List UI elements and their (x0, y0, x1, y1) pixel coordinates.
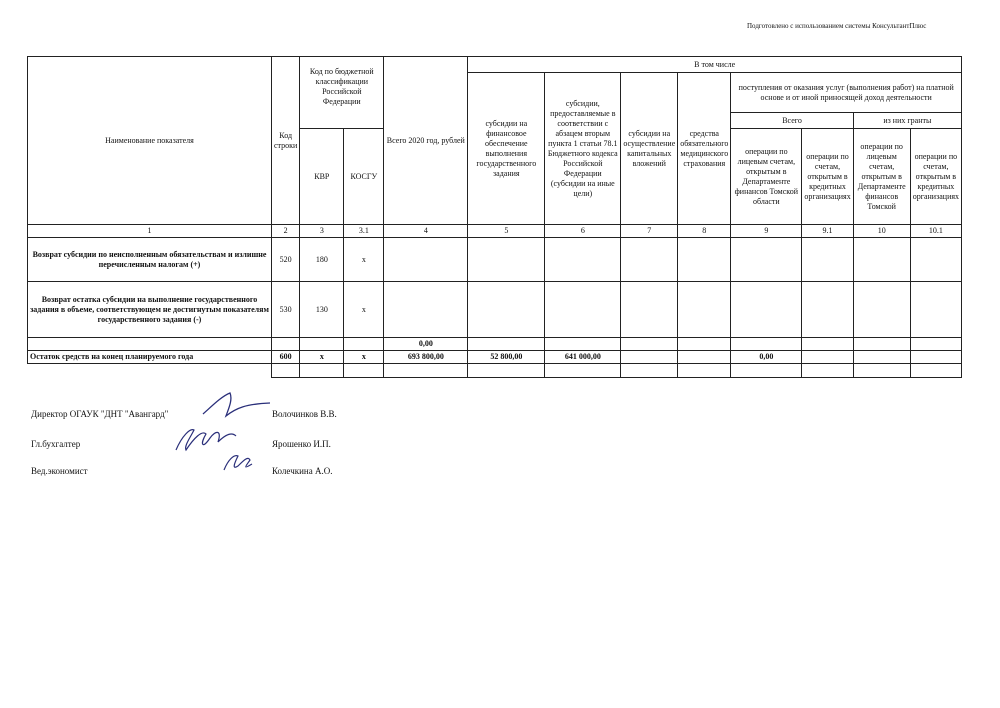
col-number: 4 (384, 225, 468, 238)
row-name: Возврат субсидии по неисполненным обязательствам и излишне перечисленным налогам (+) (28, 238, 272, 282)
row-kvr: 180 (300, 238, 344, 282)
table-row (28, 238, 962, 282)
header-total-sub: Всего (731, 113, 853, 129)
signature-name-director: Волочинков В.В. (272, 409, 337, 419)
row-kosgu: x (344, 238, 384, 282)
signature-role-accountant: Гл.бухгалтер (31, 439, 81, 449)
row-kosgu: x (344, 282, 384, 338)
row-code: 530 (272, 282, 300, 338)
header-kvr: КВР (300, 129, 344, 225)
header-oms: средства обязательного медицинского страхования (678, 73, 731, 225)
header-incl: В том числе (468, 57, 962, 73)
economist-signature-scrawl (218, 450, 258, 474)
header-paid: поступления от оказания услуг (выполнения работ) на платной основе и от иной приносящей доход деятельности (731, 73, 962, 113)
final-subsidy-task: 52 800,00 (468, 351, 545, 364)
col-number: 8 (678, 225, 731, 238)
col-number: 3 (300, 225, 344, 238)
header-subsidy-781: субсидии, предоставляемые в соответствии с абзацем вторым пункта 1 статьи 78.1 Бюджетного кодекса Российской Федерации (субсидии на иные цели) (545, 73, 621, 225)
signature-name-accountant: Ярошенко И.П. (272, 439, 331, 449)
final-row (28, 351, 962, 364)
final-ops-dept: 0,00 (731, 351, 802, 364)
signature-role-director: Директор ОГАУК "ДНТ "Авангард" (31, 409, 169, 419)
signature-name-economist: Колечкина А.О. (272, 466, 333, 476)
col-number: 3.1 (344, 225, 384, 238)
header-ops-credit: операции по счетам, открытым в кредитных организациях (802, 129, 853, 225)
header-subsidy-capital: субсидии на осуществление капитальных вложений (621, 73, 678, 225)
row-code: 520 (272, 238, 300, 282)
header-ops-credit-grants: операции по счетам, открытым в кредитных организациях (910, 129, 961, 225)
col-number: 2 (272, 225, 300, 238)
final-kvr: x (300, 351, 344, 364)
col-number: 1 (28, 225, 272, 238)
header-ops-dept: операции по лицевым счетам, открытым в Департаменте финансов Томской области (731, 129, 802, 225)
table-row (28, 282, 962, 338)
header-kosgu: КОСГУ (344, 129, 384, 225)
header-total: Всего 2020 год, рублей (384, 57, 468, 225)
empty-row (28, 364, 962, 378)
col-number: 10.1 (910, 225, 961, 238)
final-code: 600 (272, 351, 300, 364)
row-name: Возврат остатка субсидии на выполнение государственного задания в объеме, соответствующем не достигнутым показателям государственного задания (-) (28, 282, 272, 338)
col-number: 5 (468, 225, 545, 238)
header-subsidy-task: субсидии на финансовое обеспечение выполнения государственного задания (468, 73, 545, 225)
final-subsidy-781: 641 000,00 (545, 351, 621, 364)
header-ops-dept-grants: операции по лицевым счетам, открытым в Департаменте финансов Томской (853, 129, 910, 225)
final-kosgu: x (344, 351, 384, 364)
col-number: 10 (853, 225, 910, 238)
signature-role-economist: Вед.экономист (31, 466, 88, 476)
final-name: Остаток средств на конец планируемого года (28, 351, 272, 364)
col-number: 9.1 (802, 225, 853, 238)
header-budget-class: Код по бюджетной классификации Российской Федерации (300, 57, 384, 129)
col-number: 9 (731, 225, 802, 238)
col-number: 6 (545, 225, 621, 238)
subtotal-value: 0,00 (384, 338, 468, 351)
financial-table (27, 56, 962, 378)
column-number-row (28, 225, 962, 238)
subtotal-row (28, 338, 962, 351)
final-total: 693 800,00 (384, 351, 468, 364)
header-name: Наименование показателя (28, 57, 272, 225)
consultant-plus-note: Подготовлено с использованием системы КонсультантПлюс (747, 22, 927, 30)
header-code: Код строки (272, 57, 300, 225)
header-grants: из них гранты (853, 113, 961, 129)
row-kvr: 130 (300, 282, 344, 338)
col-number: 7 (621, 225, 678, 238)
director-signature-scrawl (200, 390, 275, 420)
